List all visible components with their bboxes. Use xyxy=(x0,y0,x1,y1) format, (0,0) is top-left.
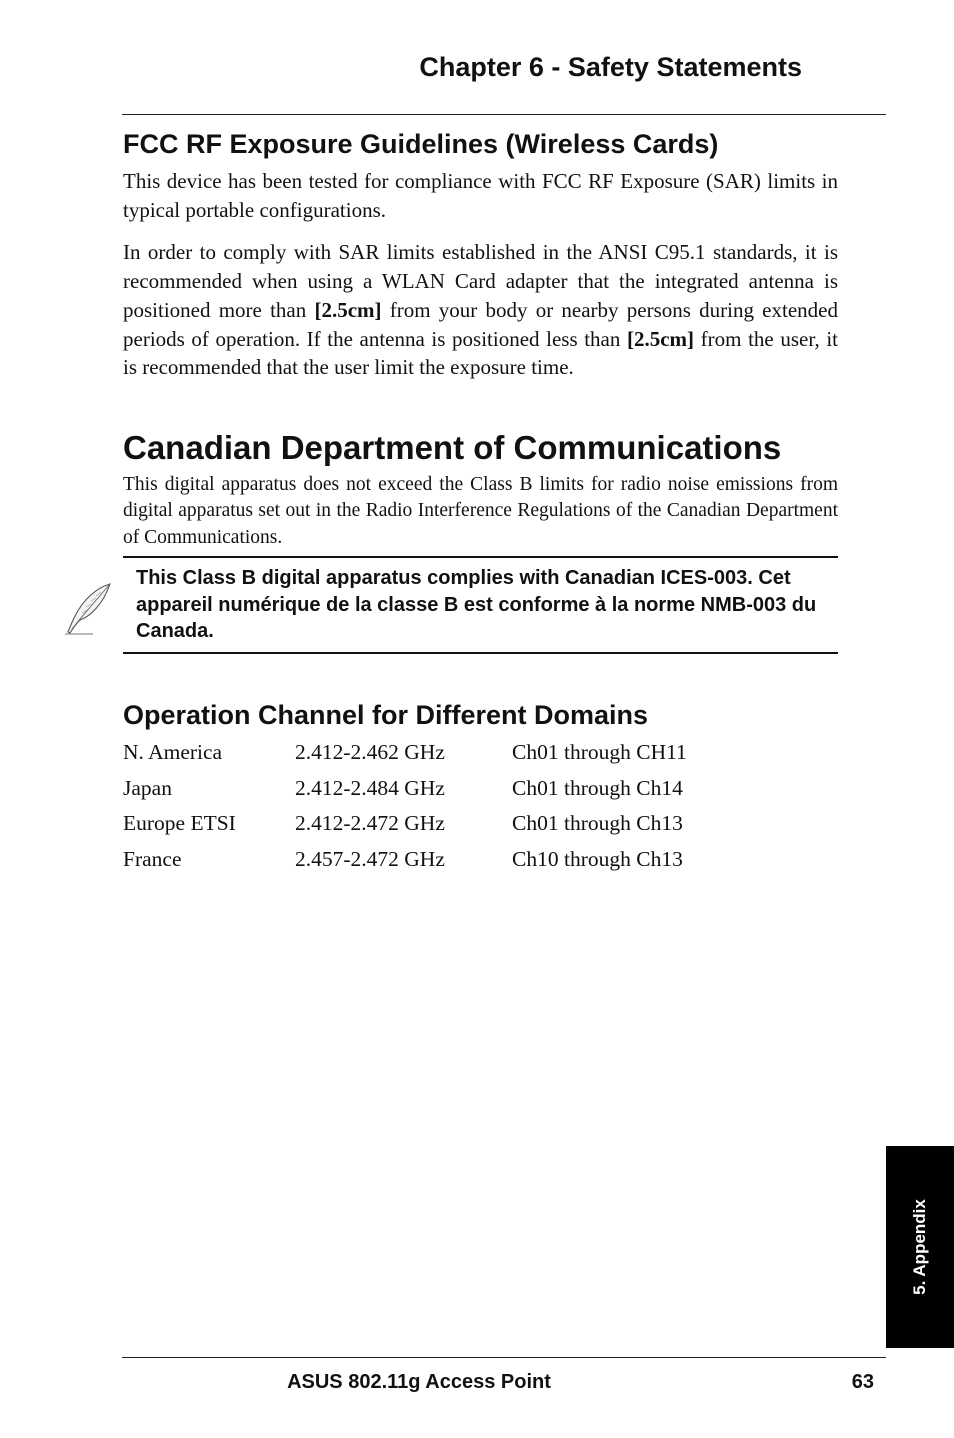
page-number: 63 xyxy=(851,1371,874,1393)
fcc-distance-2: [2.5cm] xyxy=(626,326,695,351)
fcc-paragraph-2-text-b: from your body or nearby persons during extended periods of operation. If the antenna is positioned less than xyxy=(123,297,838,351)
side-tab-label: 5. Appendix xyxy=(910,1199,929,1295)
channel-range-cell: Ch01 through CH11 xyxy=(512,740,687,765)
table-row xyxy=(123,771,687,807)
chapter-title: Chapter 6 - Safety Statements xyxy=(419,52,802,82)
frequency-cell: 2.457-2.472 GHz xyxy=(295,847,445,871)
frequency-cell: 2.412-2.484 GHz xyxy=(295,775,445,800)
compliance-note-text: This Class B digital apparatus complies with Canadian ICES-003. Cet appareil numérique de la classe B est conforme à la norme NMB-003 du Canada. xyxy=(136,567,817,643)
table-row xyxy=(123,806,687,842)
fcc-paragraph-2-text-a: In order to comply with SAR limits established in the ANSI C95.1 standards, it is recommended when using a WLAN Card adapter that the integrated antenna is positioned more than xyxy=(123,240,838,322)
fcc-paragraph-2 xyxy=(123,238,838,382)
appendix-side-tab xyxy=(886,1146,954,1348)
region-cell: Japan xyxy=(123,775,172,800)
page-content xyxy=(123,124,838,877)
channels-heading: Operation Channel for Different Domains xyxy=(123,699,649,730)
table-row xyxy=(123,842,687,878)
channel-range-cell: Ch01 through Ch13 xyxy=(512,811,683,836)
channel-range-cell: Ch10 through Ch13 xyxy=(512,847,683,871)
frequency-cell: 2.412-2.462 GHz xyxy=(295,740,445,765)
region-cell: Europe ETSI xyxy=(123,811,236,836)
footer-divider xyxy=(122,1357,886,1358)
region-cell: France xyxy=(123,847,182,871)
frequency-cell: 2.412-2.472 GHz xyxy=(295,811,445,836)
header-divider xyxy=(122,114,886,115)
canadian-heading: Canadian Department of Communications xyxy=(123,428,782,466)
fcc-paragraph-1: This device has been tested for compliance with FCC RF Exposure (SAR) limits in typical portable configurations. xyxy=(123,169,838,222)
canadian-compliance-note xyxy=(123,556,838,654)
fcc-paragraph-2-text-c: from the user, it is recommended that the user limit the exposure time. xyxy=(123,326,838,380)
channel-range-cell: Ch01 through Ch14 xyxy=(512,775,683,800)
fcc-distance-1: [2.5cm] xyxy=(314,297,382,322)
region-cell: N. America xyxy=(123,740,223,765)
quill-pen-icon xyxy=(63,582,113,636)
canadian-paragraph: This digital apparatus does not exceed the Class B limits for radio noise emissions from digital apparatus set out in the Radio Interference Regulations of the Canadian Department of Communications. xyxy=(123,473,838,548)
fcc-heading: FCC RF Exposure Guidelines (Wireless Cards) xyxy=(123,129,719,159)
footer-title: ASUS 802.11g Access Point xyxy=(287,1371,551,1393)
table-row xyxy=(123,735,687,771)
channel-table xyxy=(123,735,687,877)
